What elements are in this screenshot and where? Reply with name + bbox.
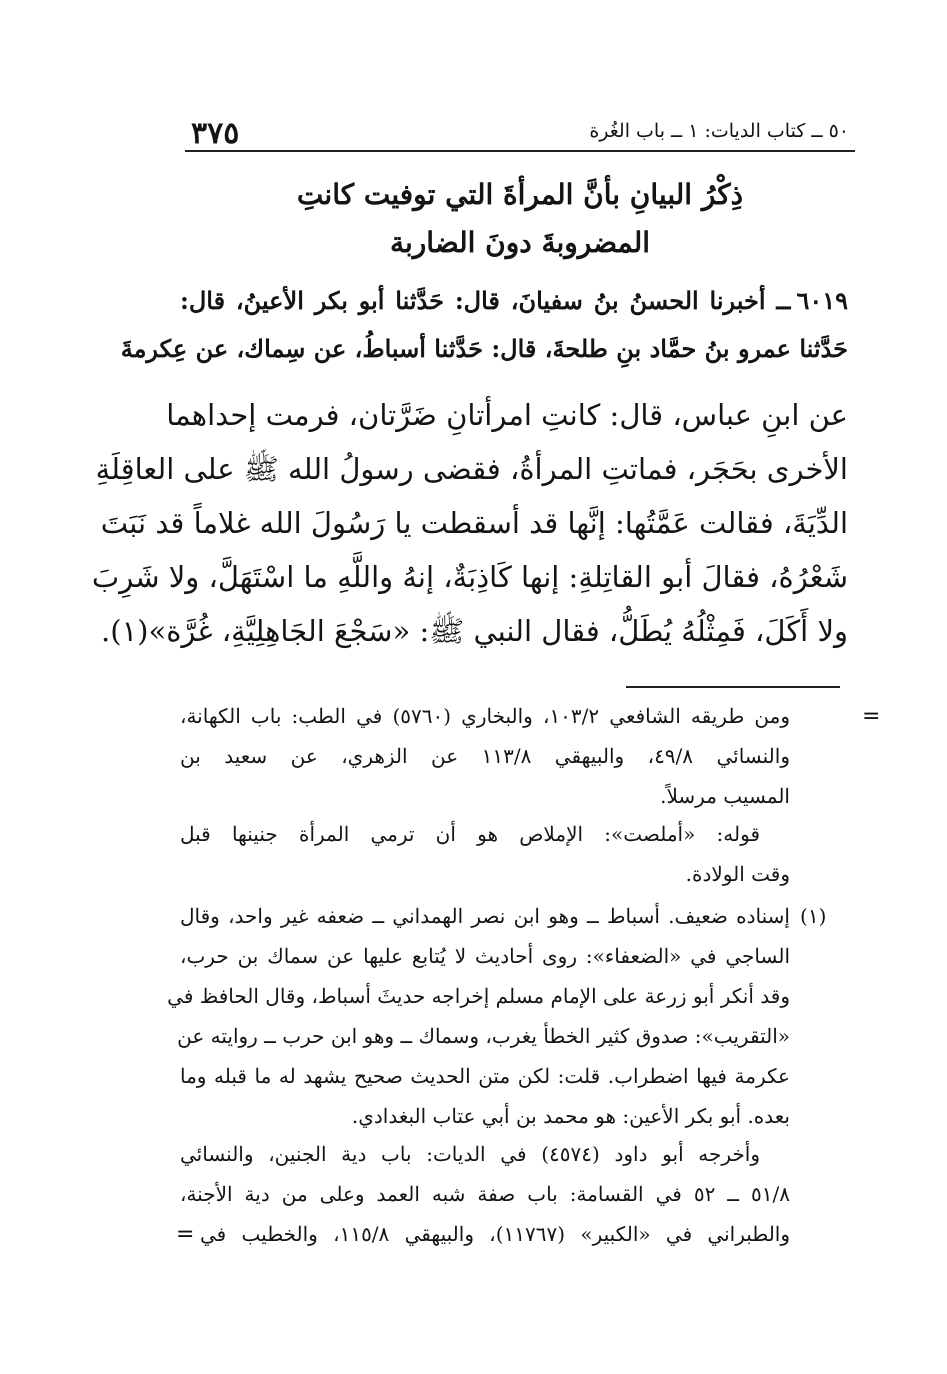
footnote-1-line-3: وقد أنكر أبو زرعة على الإمام مسلم إخراجه حديثَ أسباط، وقال الحافظ في [167,984,790,1008]
isnad-line-1 [180,286,848,315]
matn-line-3: الدِّيَةَ، فقالت عَمَّتُها: إنَّها قد أسقطت يا رَسُولَ الله غلاماً قد نَبَتَ [100,506,848,540]
gloss-line-1: قوله: «أملصت»: الإملاص هو أن ترمي المرأة جنينها قبل [180,822,760,846]
isnad-text-1: ــ أخبرنا الحسنُ بنُ سفيانَ، قال: حَدَّثنا أبو بكر الأعينُ، قال: [180,286,791,315]
page-number: ٣٧٥ [191,116,240,151]
header-rule [185,150,855,152]
footnote-cont-line-3: المسيب مرسلاً. [660,784,790,808]
footnote-1-line-4: «التقريب»: صدوق كثير الخطأ يغرب، وسماك ــ وهو ابن حرب ــ روايته عن [177,1024,790,1048]
matn-line-5: ولا أَكَلَ، فَمِثْلُهُ يُطَلُّ، فقال النبي ﷺ: «سَجْعَ الجَاهِلِيَّةِ، غُرَّة»(١). [101,614,848,648]
footnote-cont-line-1: ومن طريقه الشافعي ١٠٣/٢، والبخاري (٥٧٦٠) في الطب: باب الكهانة، [180,704,790,728]
end-continuation-mark: = [176,1222,195,1247]
footnote-1-extra-line-1: وأخرجه أبو داود (٤٥٧٤) في الديات: باب دية الجنين، والنسائي [180,1142,761,1166]
matn-line-2: الأخرى بحَجَر، فماتتِ المرأةُ، فقضى رسولُ الله ﷺ على العاقِلَةِ [95,452,848,486]
footnote-1-line-5: عكرمة فيها اضطراب. قلت: لكن متن الحديث صحيح يشهد له ما قبله وما [180,1064,790,1088]
footnote-1-marker: (١) [800,904,827,928]
footnote-1-line-6: بعده. أبو بكر الأعين: هو محمد بن أبي عتاب البغدادي. [351,1104,790,1128]
chapter-title-line-1: ذِكْرُ البيانِ بأنَّ المرأةَ التي توفيت كانتِ [296,178,744,211]
footnote-1-line-1: إسناده ضعيف. أسباط ــ وهو ابن نصر الهمداني ــ ضعفه غير واحد، وقال [180,904,790,928]
footnote-1-extra-line-2: ٥١/٨ ــ ٥٢ في القسامة: باب صفة شبه العمد وعلى من دية الأجنة، [180,1182,790,1206]
matn-line-4: شَعْرُهُ، فقالَ أبو القاتِلةِ: إنها كَاذِبَةٌ، إنهُ واللَّهِ ما اسْتَهَلَّ، ولا شَرِبَ [91,560,848,594]
hadith-number: ٦٠١٩ [796,286,848,315]
footnote-cont-line-2: والنسائي ٤٩/٨، والبيهقي ١١٣/٨ عن الزهري، عن سعيد بن [180,744,790,768]
continuation-mark: = [862,704,881,729]
page-header [185,110,855,150]
running-head: ٥٠ ــ كتاب الديات: ١ ــ باب الغُرة [589,120,849,142]
footnote-1-line-2: الساجي في «الضعفاء»: روى أحاديث لا يُتابع عليها عن سماك بن حرب، [180,944,790,968]
isnad-line-2: حَدَّثنا عمرو بنُ حمَّاد بنِ طلحةَ، قال: حَدَّثنا أسباطُ، عن سِماك، عن عِكرمةَ [120,334,848,363]
chapter-title-line-2: المضروبةَ دونَ الضاربة [389,226,651,259]
gloss-line-2: وقت الولادة. [685,862,790,886]
matn-line-1: عن ابنِ عباس، قال: كانتِ امرأتانِ ضَرَّتان، فرمت إحداهما [166,398,848,432]
footnote-separator [626,686,840,688]
footnote-1-extra-line-3: والطبراني في «الكبير» (١١٧٦٧)، والبيهقي ١١٥/٨، والخطيب في [200,1222,791,1246]
